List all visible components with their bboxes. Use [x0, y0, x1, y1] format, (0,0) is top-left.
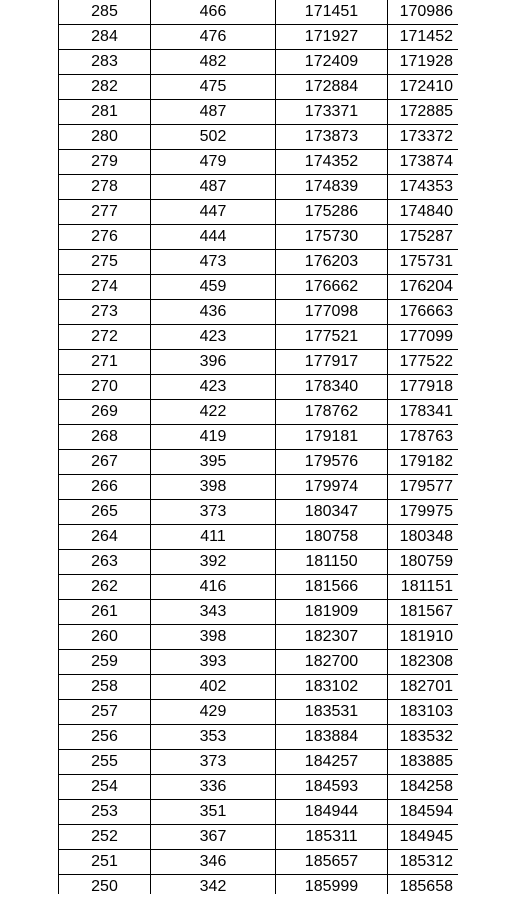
range-start-cell: 184258	[388, 775, 459, 800]
score-cell: 260	[59, 625, 151, 650]
count-cell: 466	[151, 0, 276, 25]
range-start-cell: 176663	[388, 300, 459, 325]
score-cell: 278	[59, 175, 151, 200]
cumulative-cell: 184593	[276, 775, 388, 800]
table-row	[59, 550, 459, 575]
cumulative-cell: 183102	[276, 675, 388, 700]
range-start-cell: 178763	[388, 425, 459, 450]
range-start-cell: 177522	[388, 350, 459, 375]
count-cell: 353	[151, 725, 276, 750]
table-row	[59, 825, 459, 850]
score-cell: 280	[59, 125, 151, 150]
cumulative-cell: 174839	[276, 175, 388, 200]
count-cell: 396	[151, 350, 276, 375]
count-cell: 447	[151, 200, 276, 225]
range-start-cell: 179577	[388, 475, 459, 500]
table-row	[59, 675, 459, 700]
table-row	[59, 700, 459, 725]
table-row	[59, 875, 459, 895]
range-start-cell: 181910	[388, 625, 459, 650]
table-row	[59, 225, 459, 250]
count-cell: 487	[151, 175, 276, 200]
range-start-cell: 185312	[388, 850, 459, 875]
count-cell: 336	[151, 775, 276, 800]
table-row	[59, 800, 459, 825]
score-cell: 281	[59, 100, 151, 125]
table-row	[59, 325, 459, 350]
range-start-cell: 182308	[388, 650, 459, 675]
count-cell: 423	[151, 325, 276, 350]
count-cell: 416	[151, 575, 276, 600]
table-row	[59, 75, 459, 100]
cumulative-cell: 175286	[276, 200, 388, 225]
table-row	[59, 525, 459, 550]
range-start-cell: 170986	[388, 0, 459, 25]
range-start-cell: 173874	[388, 150, 459, 175]
range-start-cell: 180759	[388, 550, 459, 575]
score-cell: 275	[59, 250, 151, 275]
table-row	[59, 175, 459, 200]
range-start-cell: 178341	[388, 400, 459, 425]
cumulative-cell: 182307	[276, 625, 388, 650]
range-start-cell: 172885	[388, 100, 459, 125]
cumulative-cell: 172409	[276, 50, 388, 75]
table-row	[59, 725, 459, 750]
score-cell: 252	[59, 825, 151, 850]
table-row	[59, 850, 459, 875]
range-start-cell: 173372	[388, 125, 459, 150]
score-table	[58, 0, 458, 894]
score-cell: 250	[59, 875, 151, 895]
table-row	[59, 450, 459, 475]
range-start-cell: 177918	[388, 375, 459, 400]
count-cell: 343	[151, 600, 276, 625]
score-cell: 253	[59, 800, 151, 825]
cumulative-cell: 173873	[276, 125, 388, 150]
score-cell: 258	[59, 675, 151, 700]
score-cell: 270	[59, 375, 151, 400]
table-row	[59, 150, 459, 175]
range-start-cell: 182701	[388, 675, 459, 700]
count-cell: 393	[151, 650, 276, 675]
score-cell: 283	[59, 50, 151, 75]
range-start-cell: 171452	[388, 25, 459, 50]
count-cell: 444	[151, 225, 276, 250]
score-table-container	[58, 0, 458, 894]
count-cell: 392	[151, 550, 276, 575]
count-cell: 398	[151, 475, 276, 500]
table-row	[59, 200, 459, 225]
score-cell: 276	[59, 225, 151, 250]
range-start-cell: 183103	[388, 700, 459, 725]
range-start-cell: 177099	[388, 325, 459, 350]
table-row	[59, 25, 459, 50]
range-start-cell: 179182	[388, 450, 459, 475]
table-row	[59, 100, 459, 125]
table-row	[59, 375, 459, 400]
score-cell: 279	[59, 150, 151, 175]
score-cell: 273	[59, 300, 151, 325]
count-cell: 367	[151, 825, 276, 850]
table-row	[59, 0, 459, 25]
table-row	[59, 350, 459, 375]
count-cell: 373	[151, 750, 276, 775]
table-row	[59, 625, 459, 650]
score-cell: 267	[59, 450, 151, 475]
range-start-cell: 174353	[388, 175, 459, 200]
score-cell: 255	[59, 750, 151, 775]
table-row	[59, 300, 459, 325]
score-table-body	[59, 0, 459, 894]
range-start-cell: 172410	[388, 75, 459, 100]
count-cell: 487	[151, 100, 276, 125]
count-cell: 422	[151, 400, 276, 425]
cumulative-cell: 185311	[276, 825, 388, 850]
score-cell: 266	[59, 475, 151, 500]
table-row	[59, 475, 459, 500]
score-cell: 274	[59, 275, 151, 300]
table-row	[59, 425, 459, 450]
count-cell: 476	[151, 25, 276, 50]
table-row	[59, 275, 459, 300]
count-cell: 373	[151, 500, 276, 525]
table-row	[59, 500, 459, 525]
count-cell: 342	[151, 875, 276, 895]
score-cell: 271	[59, 350, 151, 375]
count-cell: 482	[151, 50, 276, 75]
cumulative-cell: 171927	[276, 25, 388, 50]
table-row	[59, 125, 459, 150]
range-start-cell: 183885	[388, 750, 459, 775]
score-cell: 269	[59, 400, 151, 425]
score-cell: 262	[59, 575, 151, 600]
cumulative-cell: 183884	[276, 725, 388, 750]
cumulative-cell: 185657	[276, 850, 388, 875]
range-start-cell: 184945	[388, 825, 459, 850]
score-cell: 259	[59, 650, 151, 675]
range-start-cell: 181567	[388, 600, 459, 625]
table-row	[59, 600, 459, 625]
count-cell: 473	[151, 250, 276, 275]
range-start-cell: 174840	[388, 200, 459, 225]
score-cell: 284	[59, 25, 151, 50]
cumulative-cell: 171451	[276, 0, 388, 25]
range-start-cell: 176204	[388, 275, 459, 300]
count-cell: 459	[151, 275, 276, 300]
cumulative-cell: 183531	[276, 700, 388, 725]
cumulative-cell: 177917	[276, 350, 388, 375]
range-start-cell: 183532	[388, 725, 459, 750]
score-cell: 254	[59, 775, 151, 800]
count-cell: 351	[151, 800, 276, 825]
range-start-cell: 171928	[388, 50, 459, 75]
cumulative-cell: 178340	[276, 375, 388, 400]
cumulative-cell: 179974	[276, 475, 388, 500]
score-cell: 257	[59, 700, 151, 725]
count-cell: 402	[151, 675, 276, 700]
count-cell: 395	[151, 450, 276, 475]
score-cell: 263	[59, 550, 151, 575]
range-start-cell: 185658	[388, 875, 459, 895]
cumulative-cell: 184257	[276, 750, 388, 775]
cumulative-cell: 176203	[276, 250, 388, 275]
cumulative-cell: 174352	[276, 150, 388, 175]
cumulative-cell: 175730	[276, 225, 388, 250]
table-row	[59, 250, 459, 275]
cumulative-cell: 179181	[276, 425, 388, 450]
cumulative-cell: 172884	[276, 75, 388, 100]
cumulative-cell: 179576	[276, 450, 388, 475]
range-start-cell: 180348	[388, 525, 459, 550]
cumulative-cell: 181909	[276, 600, 388, 625]
count-cell: 423	[151, 375, 276, 400]
range-start-cell: 181151	[388, 575, 459, 600]
score-cell: 261	[59, 600, 151, 625]
score-cell: 285	[59, 0, 151, 25]
score-cell: 264	[59, 525, 151, 550]
table-row	[59, 400, 459, 425]
count-cell: 346	[151, 850, 276, 875]
range-start-cell: 175287	[388, 225, 459, 250]
range-start-cell: 179975	[388, 500, 459, 525]
score-cell: 251	[59, 850, 151, 875]
cumulative-cell: 177098	[276, 300, 388, 325]
cumulative-cell: 180758	[276, 525, 388, 550]
cumulative-cell: 181566	[276, 575, 388, 600]
score-cell: 268	[59, 425, 151, 450]
score-cell: 277	[59, 200, 151, 225]
score-cell: 282	[59, 75, 151, 100]
range-start-cell: 184594	[388, 800, 459, 825]
cumulative-cell: 181150	[276, 550, 388, 575]
table-row	[59, 50, 459, 75]
table-row	[59, 650, 459, 675]
count-cell: 436	[151, 300, 276, 325]
range-start-cell: 175731	[388, 250, 459, 275]
cumulative-cell: 173371	[276, 100, 388, 125]
cumulative-cell: 185999	[276, 875, 388, 895]
table-row	[59, 575, 459, 600]
score-cell: 256	[59, 725, 151, 750]
count-cell: 398	[151, 625, 276, 650]
count-cell: 475	[151, 75, 276, 100]
table-row	[59, 775, 459, 800]
count-cell: 479	[151, 150, 276, 175]
count-cell: 502	[151, 125, 276, 150]
count-cell: 429	[151, 700, 276, 725]
score-cell: 272	[59, 325, 151, 350]
cumulative-cell: 180347	[276, 500, 388, 525]
count-cell: 411	[151, 525, 276, 550]
score-cell: 265	[59, 500, 151, 525]
cumulative-cell: 184944	[276, 800, 388, 825]
table-row	[59, 750, 459, 775]
cumulative-cell: 177521	[276, 325, 388, 350]
count-cell: 419	[151, 425, 276, 450]
cumulative-cell: 182700	[276, 650, 388, 675]
cumulative-cell: 176662	[276, 275, 388, 300]
cumulative-cell: 178762	[276, 400, 388, 425]
